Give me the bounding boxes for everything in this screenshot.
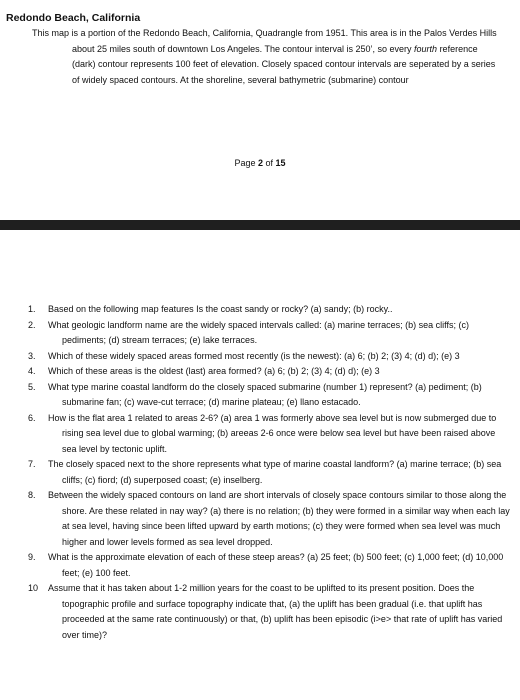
question-number: 6. xyxy=(28,412,36,423)
page-indicator xyxy=(0,158,520,168)
page-of-label: of xyxy=(263,158,276,168)
document-title: Redondo Beach, California xyxy=(6,12,141,24)
question-number: 5. xyxy=(28,381,36,392)
question-item xyxy=(28,349,510,365)
question-number: 3. xyxy=(28,350,36,361)
question-number: 1. xyxy=(28,304,36,314)
question-number: 10 xyxy=(28,583,39,593)
page-divider xyxy=(0,220,520,230)
intro-paragraph xyxy=(32,26,502,88)
question-item xyxy=(28,411,510,458)
question-item xyxy=(28,302,510,318)
question-item xyxy=(28,380,510,411)
question-item xyxy=(28,550,510,581)
current-page: 2 xyxy=(257,158,263,168)
question-number: 8. xyxy=(28,490,36,500)
intro-text-start: This map is a portion of the Redondo Beach, California, Quadrangle from 1951. This area is in the Palos Verdes Hills about 25 miles south of downtown Los Angeles. The contour interval is 250’, so every xyxy=(32,28,497,54)
page-prefix: Page xyxy=(234,158,258,168)
question-number: 2. xyxy=(28,319,36,330)
question-number: 4. xyxy=(28,366,36,376)
question-item xyxy=(28,488,510,550)
intro-emphasis: fourth xyxy=(414,43,438,54)
question-number: 7. xyxy=(28,459,36,469)
question-list xyxy=(28,302,510,643)
question-text: Which of these widely spaced areas formed most recently (is the newest): (a) 6; (b) 2; (3) 4; (d) d); (e) 3 xyxy=(48,350,460,361)
question-item xyxy=(28,457,510,488)
question-item xyxy=(28,318,510,349)
question-text: What type marine coastal landform do the closely spaced submarine (number 1) represent? (a) pediment; (b) submarine fan; (c) wave-cut terrace; (d) marine plateau; (e) llano estacado. xyxy=(48,381,482,407)
intro-text-end: reference (dark) contour represents 100 feet of elevation. Closely spaced contour intervals are seperated by a series of widely spaced contours. At the shoreline, several bathymetric (submarine) contour xyxy=(72,43,496,85)
total-pages: 15 xyxy=(275,158,286,168)
question-item xyxy=(28,364,510,380)
question-text: Based on the following map features Is the coast sandy or rocky? (a) sandy; (b) rocky.. xyxy=(48,304,393,314)
question-text: How is the flat area 1 related to areas 2-6? (a) area 1 was formerly above sea level but is now submerged due to rising sea level due to global warming; (b) areeas 2-6 once were below sea level but have been raised above sea level by tectonic uplift. xyxy=(48,412,497,454)
question-text: The closely spaced next to the shore represents what type of marine coastal landform? (a) marine terrace; (b) sea cliffs; (c) fiord; (d) superposed coast; (e) inselberg. xyxy=(48,459,502,485)
page-header-section xyxy=(0,0,520,220)
question-text: Which of these areas is the oldest (last) area formed? (a) 6; (b) 2; (3) 4; (d) d); (e) 3 xyxy=(48,366,380,376)
question-text: Assume that it has taken about 1-2 million years for the coast to be uplifted to its present position. Does the topographic profile and surface topography indicate that, (a) the uplift has been gradual (i.e. that uplift has proceeded at the same rate continuously) or that, (b) uplift has been episodic (i>e> that rate of uplift has varied over time)? xyxy=(48,583,503,640)
question-text: What geologic landform name are the widely spaced intervals called: (a) marine terraces; (b) sea cliffs; (c) pediments; (d) stream terraces; (e) lake terraces. xyxy=(48,319,470,345)
question-item xyxy=(28,581,510,643)
question-text: What is the approximate elevation of each of these steep areas? (a) 25 feet; (b) 500 feet; (c) 1,000 feet; (d) 10,000 feet; (e) 100 feet. xyxy=(48,552,504,578)
question-text: Between the widely spaced contours on land are short intervals of closely space contours similar to those along the shore. Are these related in nay way? (a) there is no relation; (b) they were formed in a similar way when each lay at sea level, having since been lifted upward by earth motions; (c) they were formed when sea level was much higher and lower levels formed as sea level dropped. xyxy=(48,490,510,547)
question-number: 9. xyxy=(28,552,36,562)
